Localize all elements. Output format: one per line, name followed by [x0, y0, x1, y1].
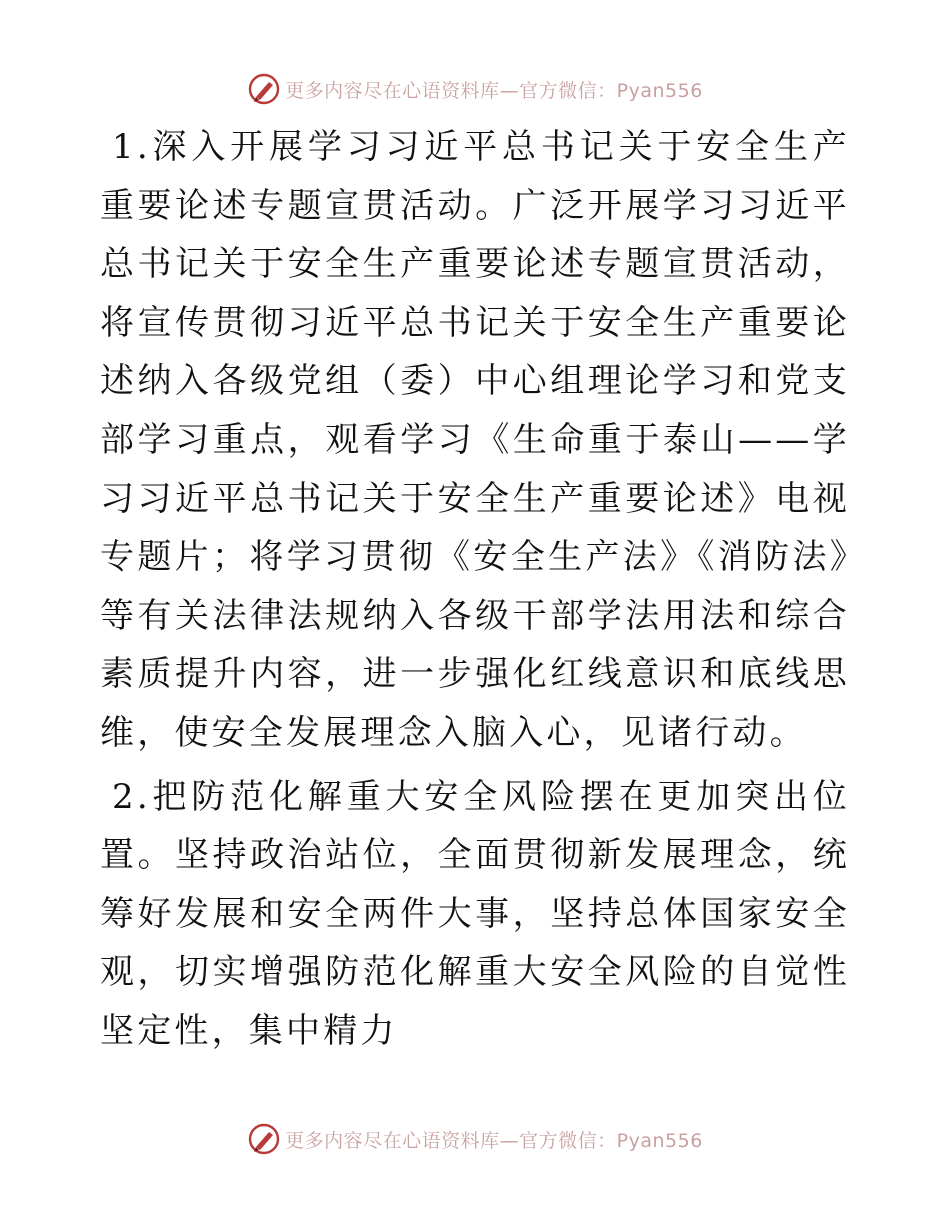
paragraph-number: 1. — [112, 127, 151, 167]
pen-logo-icon — [247, 1122, 281, 1156]
footer-watermark — [0, 1122, 950, 1156]
watermark-text: 更多内容尽在心语资料库—官方微信：Pyan556 — [285, 1129, 703, 1152]
header-watermark — [0, 72, 950, 106]
paragraph-number: 2. — [112, 776, 151, 817]
pen-logo-icon — [247, 72, 281, 106]
paragraph-text: 深入开展学习习近平总书记关于安全生产重要论述专题宣贯活动。广泛开展学习习近平总书记关于安全生产重要论述专题宣贯活动，将宣传贯彻习近平总书记关于安全生产重要论述纳入各级党组（委）中心组理论学习和党支部学习重点，观看学习《生命重于泰山——学习习近平总书记关于安全生产重要论述》电视专题片；将学习贯彻《安全生产法》《消防法》等有关法律法规纳入各级干部学法用法和综合素质提升内容，进一步强化红线意识和底线思维，使安全发展理念入脑入心，见诸行动。 — [100, 127, 850, 753]
paragraph-text: 把防范化解重大安全风险摆在更加突出位置。坚持政治站位，全面贯彻新发展理念，统筹好发展和安全两件大事，坚持总体国家安全观，切实增强防范化解重大安全风险的自觉性坚定性，集中精力 — [100, 776, 850, 1051]
paragraph-2 — [100, 768, 850, 1061]
document-body — [100, 118, 850, 1061]
paragraph-1 — [100, 118, 850, 763]
watermark-text: 更多内容尽在心语资料库—官方微信：Pyan556 — [285, 79, 703, 102]
